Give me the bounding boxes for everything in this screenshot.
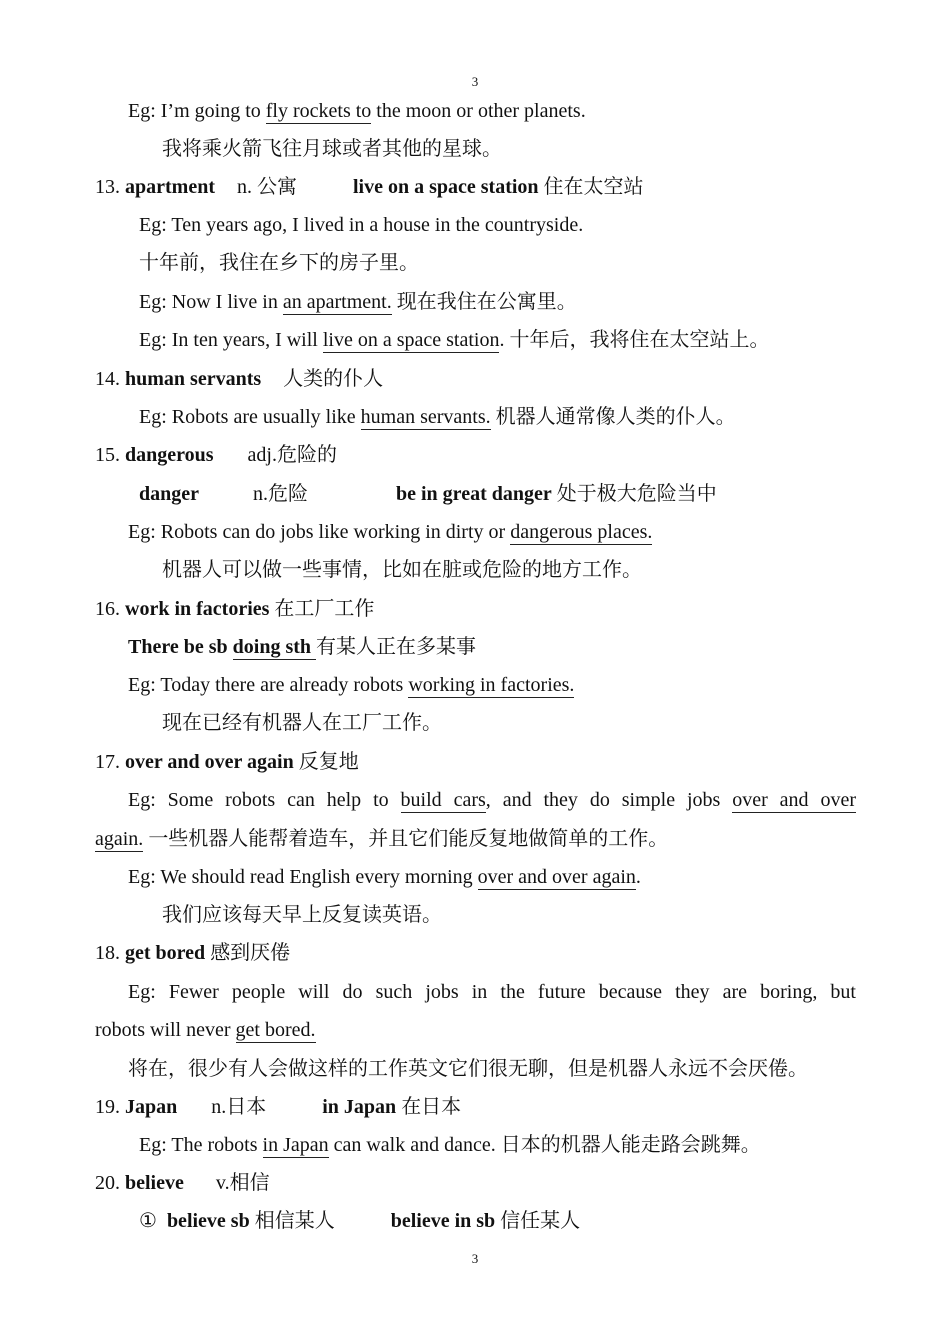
example-sentence: Eg: Now I live in an apartment. 现在我住在公寓里。 (139, 291, 577, 313)
translation: 机器人可以做一些事情，比如在脏或危险的地方工作。 (162, 559, 642, 581)
entry-20: 20. believe v.相信 (95, 1172, 270, 1194)
translation: 现在已经有机器人在工厂工作。 (162, 712, 442, 734)
phrase-pattern: There be sb doing sth 有某人正在多某事 (128, 636, 477, 658)
entry-17: 17. over and over again 反复地 (95, 751, 359, 773)
example-sentence: Eg: Robots can do jobs like working in dirty or dangerous places. (128, 521, 653, 543)
entry-13: 13. apartment n. 公寓 live on a space station 住在太空站 (95, 176, 644, 198)
translation: 我们应该每天早上反复读英语。 (162, 904, 442, 926)
sub-item-1: ① believe sb 相信某人 believe in sb 信任某人 (139, 1210, 581, 1232)
translation: 我将乘火箭飞往月球或者其他的星球。 (162, 138, 502, 160)
example-sentence: Eg: I’m going to fly rockets to the moon or other planets. (128, 100, 586, 122)
entry-15: 15. dangerous adj.危险的 (95, 444, 337, 466)
page-number-bottom: 3 (471, 1251, 479, 1266)
example-sentence: Eg: In ten years, I will live on a space station. 十年后，我将住在太空站上。 (139, 329, 770, 351)
example-sentence: Eg: Some robots can help to build cars, and they do simple jobs over and over (128, 789, 857, 811)
example-sentence-cont: again. 一些机器人能帮着造车，并且它们能反复地做简单的工作。 (95, 828, 669, 850)
example-sentence: Eg: We should read English every morning over and over again. (128, 866, 641, 888)
example-sentence: Eg: Fewer people will do such jobs in the future because they are boring, but (128, 981, 856, 1003)
related-words: danger n.危险 be in great danger 处于极大危险当中 (139, 483, 717, 505)
entry-16: 16. work in factories 在工厂工作 (95, 598, 375, 620)
example-sentence: Eg: Robots are usually like human servants. 机器人通常像人类的仆人。 (139, 406, 736, 428)
translation: 将在，很少有人会做这样的工作英文它们很无聊，但是机器人永远不会厌倦。 (128, 1058, 808, 1080)
entry-19: 19. Japan n.日本 in Japan 在日本 (95, 1096, 462, 1118)
example-sentence: Eg: Today there are already robots working in factories. (128, 674, 575, 696)
entry-14: 14. human servants 人类的仆人 (95, 368, 384, 390)
page-number-top: 3 (471, 74, 479, 89)
example-sentence-cont: robots will never get bored. (95, 1019, 316, 1041)
example-sentence: Eg: Ten years ago, I lived in a house in the countryside. (139, 214, 584, 236)
translation: 十年前，我住在乡下的房子里。 (139, 252, 419, 274)
entry-18: 18. get bored 感到厌倦 (95, 942, 291, 964)
example-sentence: Eg: The robots in Japan can walk and dance. 日本的机器人能走路会跳舞。 (139, 1134, 761, 1156)
